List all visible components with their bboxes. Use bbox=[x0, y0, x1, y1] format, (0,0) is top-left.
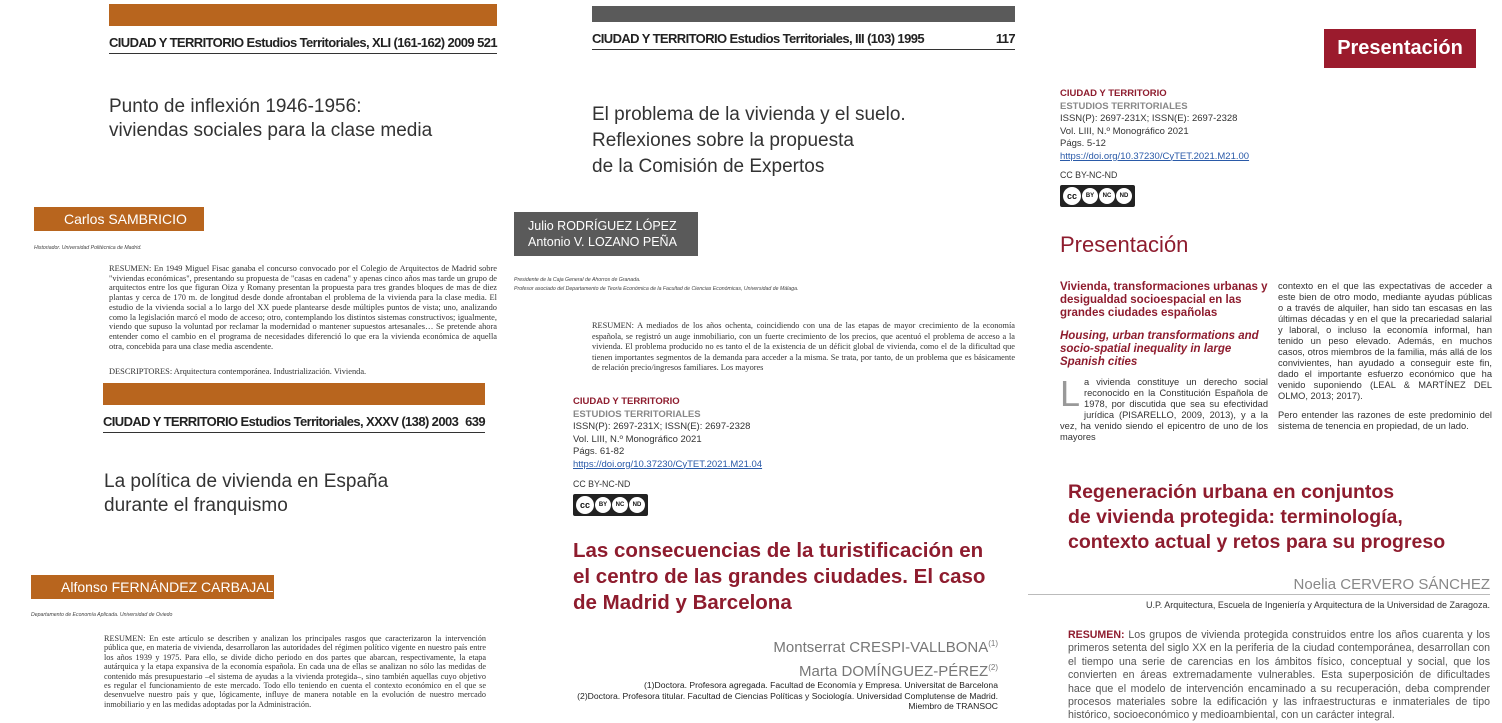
section-title: Presentación bbox=[1060, 232, 1189, 257]
footnote: (2)Doctora. Profesora titular. Facultad de Ciencias Políticas y Sociología. Universidad Complutense de Madrid. bbox=[577, 690, 998, 701]
body-left-column bbox=[1060, 373, 1268, 442]
article-title bbox=[573, 538, 1018, 616]
affiliation-line: Profesor asociado del Departamento de Teoría Económica de la Facultad de Ciencias Económicas, Universidad de Málaga. bbox=[514, 286, 799, 292]
header-rule bbox=[109, 53, 497, 54]
page-number: 639 bbox=[465, 414, 485, 429]
cc-license-badge bbox=[573, 494, 648, 516]
body-text: Pero entender las razones de este predominio del sistema de tenencia en propiedad, de un lado. bbox=[1278, 410, 1492, 431]
author-box bbox=[34, 207, 204, 231]
affiliation: U.P. Arquitectura, Escuela de Ingeniería y Arquitectura de la Universidad de Zaragoza. bbox=[1145, 600, 1490, 610]
journal-meta bbox=[1060, 88, 1249, 163]
author-name: Julio RODRÍGUEZ LÓPEZ bbox=[528, 219, 677, 233]
issn: ISSN(P): 2697-231X; ISSN(E): 2697-2328 bbox=[1060, 113, 1238, 124]
abstract bbox=[1068, 629, 1490, 723]
title-line: Punto de inflexión 1946-1956: bbox=[109, 96, 362, 117]
volume: Vol. LIII, N.º Monográfico 2021 bbox=[573, 433, 702, 445]
journal-subtitle: ESTUDIOS TERRITORIALES bbox=[573, 408, 701, 420]
descriptors: DESCRIPTORES: Arquitectura contemporánea. Industrialización. Vivienda. bbox=[109, 367, 367, 376]
header-bar bbox=[103, 383, 485, 405]
abstract-text: Los grupos de vivienda protegida construidos entre los años cuarenta y los primeros setenta del siglo XX en la periferia de la ciudad contemporánea, desarrollan con el tiempo una serie de carencias en los ámbitos físico, conceptual y social, que los convierten en áreas extremadamente vulnerables. Esta superposición de dificultades hace que el modelo de intervención encaminado a su recuperación, deba comprender procesos materiales sobre la edificación y las infraestructuras e inmateriales de tipo histórico, socioeconómico y medioambiental, con un carácter integral. bbox=[1068, 629, 1490, 722]
license-label: CC BY-NC-ND bbox=[1060, 170, 1118, 180]
abstract-label: RESUMEN: bbox=[1068, 629, 1125, 641]
author-2: Marta DOMÍNGUEZ-PÉREZ$^{(2)}$ bbox=[799, 663, 998, 680]
affiliation bbox=[514, 276, 798, 294]
pages: Págs. 61-82 bbox=[573, 446, 625, 457]
abstract: RESUMEN: En 1949 Miguel Fisac ganaba el concurso convocado por el Colegio de Arquitectos de Madrid sobre "viviendas económicas", presentando su propuesta de "casas en cadena" y apenas cinco años mas tarde un grupo de arquitectos entre los que figuran Oiza y Romany presentan la propuesta para tres grandes bloques de mas de diez plantas y cerca de 170 m. de longitud desde donde afrontaban el problema de la vivienda para la clase media. El estudio de la vivienda social a lo largo del XX puede plantearse desde múltiples puntos de vista; uno, analizando como la legislación marcó el modo de acceso; otro, contemplando los distintos sistemas constructivos; igualmente, viendo que supuso la voluntad por reclamar la modernidad o mantener supuestos artesanales… Se pretende ahora entender como el cambio en el programa de necesidades diferenció lo que era la vivienda económica de aquella otra, concebida para una clase media ascendente. bbox=[109, 264, 497, 351]
by-icon: BY bbox=[1082, 188, 1098, 204]
authors bbox=[773, 634, 998, 682]
article-title bbox=[104, 470, 504, 518]
nd-icon: ND bbox=[629, 497, 645, 513]
by-icon: BY bbox=[595, 497, 611, 513]
title-line: La política de vivienda en España bbox=[104, 471, 389, 492]
cc-license-badge bbox=[1060, 185, 1135, 207]
header-bar bbox=[109, 4, 497, 26]
header-rule bbox=[103, 432, 485, 433]
abstract: RESUMEN: En este artículo se describen y analizan los principales rasgos que caracterizaron la intervención pública que, en materia de vivienda, desarrollaron las autoridades del régimen político vigente en nuestro país entre los años 1939 y 1975. Para ello, se divide dicho periodo en dos partes que abarcan, respectivamente, la etapa autárquica y la etapa expansiva de la economía española. En cada una de ellas se analizan no sólo las medidas de contenido más presupuestario –el sistema de ayudas a la vivienda protegida–, sino también aquellas cuyo objetivo es regular el funcionamiento de este mercado. Todo ello teniendo en cuenta el contexto económico en el que se desenvuelve nuestro país y que, lógicamente, influye de manera notable en la evolución de nuestro mercado inmobiliario y en las medidas adoptadas por la Administración. bbox=[104, 634, 486, 709]
body-text: contexto en el que las expectativas de acceder a este bien de otro modo, mediante ayudas públicas o a través de alquiler, han sido tan escasas en las últimas décadas y en el que la precariedad salarial y laboral, o incluso la economía informal, han tenido un peso elevado. Además, en muchos casos, otros miembros de la familia, más allá de los convivientes, han ayudado a conseguir este fin, dado el importante esfuerzo económico que ha venido suponiendo (LEAL & MARTÍNEZ DEL OLMO, 2013; 2017). bbox=[1278, 281, 1492, 401]
journal-subtitle: ESTUDIOS TERRITORIALES bbox=[1060, 100, 1188, 112]
header-text: CIUDAD Y TERRITORIO Estudios Territoriales, III (103) 1995 bbox=[592, 31, 924, 46]
author-name: Noelia CERVERO SÁNCHEZ bbox=[1293, 576, 1490, 593]
title-line: de la Comisión de Expertos bbox=[592, 156, 825, 177]
license-label: CC BY-NC-ND bbox=[573, 479, 631, 489]
title-line: de Madrid y Barcelona bbox=[573, 591, 792, 614]
title-line: Regeneración urbana en conjuntos bbox=[1068, 481, 1395, 503]
title-line: El problema de la vivienda y el suelo. bbox=[592, 104, 906, 125]
affiliation: Historiador. Universidad Politécnica de Madrid. bbox=[34, 245, 142, 251]
header-text: CIUDAD Y TERRITORIO Estudios Territoriales, XXXV (138) 2003 bbox=[103, 414, 459, 429]
journal-meta bbox=[573, 396, 762, 471]
pages: Págs. 5-12 bbox=[1060, 138, 1106, 149]
subtitle-en: Housing, urban transformations and socio-spatial inequality in large Spanish cities bbox=[1060, 330, 1259, 368]
volume: Vol. LIII, N.º Monográfico 2021 bbox=[1060, 125, 1189, 137]
nc-icon: NC bbox=[1099, 188, 1115, 204]
title-line: de vivienda protegida: terminología, bbox=[1068, 506, 1403, 528]
body-text: a vivienda constituye un derecho social reconocido en la Constitución Española de 1978, por discutida que sea su efectividad jurídica (PISARELLO, 2009, 2013), y a la vez, ha venido siendo el epicentro de uno de los mayores bbox=[1060, 377, 1268, 442]
footnote: (1)Doctora. Profesora agregada. Facultad de Economía y Empresa. Universitat de Barcelona bbox=[644, 680, 998, 690]
header-rule bbox=[592, 49, 1015, 50]
running-header bbox=[103, 414, 485, 429]
page-number: 521 bbox=[477, 35, 497, 50]
header-bar bbox=[592, 6, 1015, 22]
nd-icon: ND bbox=[1116, 188, 1132, 204]
dropcap: L bbox=[1060, 373, 1081, 414]
author-box bbox=[31, 575, 274, 599]
affiliation-line: Presidente de la Caja General de Ahorros de Granada. bbox=[514, 277, 641, 283]
footnotes bbox=[577, 680, 998, 712]
issn: ISSN(P): 2697-231X; ISSN(E): 2697-2328 bbox=[573, 421, 751, 432]
author-box bbox=[514, 212, 698, 256]
author-rule bbox=[1028, 594, 1490, 595]
cc-icon: cc bbox=[1063, 187, 1081, 205]
affiliation: Departamento de Economía Aplicada. Universidad de Oviedo bbox=[31, 612, 173, 618]
doc-column-left bbox=[0, 0, 510, 717]
article-title bbox=[109, 95, 509, 143]
abstract: RESUMEN: A mediados de los años ochenta, coincidiendo con una de las etapas de mayor crecimiento de la economía española, se registró un auge inmobiliario, con un fuerte crecimiento de los precios, que acentuó el problema de acceso a la vivienda. El problema producido no es tanto el de la existencia de un déficit global de vivienda, como el de la dificultad que tienen importantes segmentos de la demanda para acceder a la misma. Se trata, por tanto, de un problema que es básicamente de relación precio/ingresos familiares. Los mayores bbox=[592, 321, 1015, 373]
cc-icon: cc bbox=[576, 496, 594, 514]
running-header bbox=[109, 35, 497, 50]
article-title bbox=[1068, 480, 1498, 555]
title-line: el centro de las grandes ciudades. El caso bbox=[573, 565, 986, 588]
article-title bbox=[592, 102, 1012, 180]
author-1: Montserrat CRESPI-VALLBONA$^{(1)}$ bbox=[773, 639, 998, 656]
doi-link[interactable]: https://doi.org/10.37230/CyTET.2021.M21.00 bbox=[1060, 150, 1250, 162]
title-line: durante el franquismo bbox=[104, 495, 288, 516]
title-line: Reflexiones sobre la propuesta bbox=[592, 130, 854, 151]
doi-link[interactable]: https://doi.org/10.37230/CyTET.2021.M21.04 bbox=[573, 458, 763, 470]
footnote: Miembro de TRANSOC bbox=[908, 701, 998, 711]
title-line: Las consecuencias de la turistificación en bbox=[573, 539, 984, 562]
journal-name: CIUDAD Y TERRITORIO bbox=[1060, 88, 1167, 99]
nc-icon: NC bbox=[612, 497, 628, 513]
author-name: Alfonso FERNÁNDEZ CARBAJAL bbox=[61, 579, 274, 595]
author-name: Antonio V. LOZANO PEÑA bbox=[528, 235, 677, 249]
title-line: viviendas sociales para la clase media bbox=[109, 120, 433, 141]
journal-name: CIUDAD Y TERRITORIO bbox=[573, 396, 680, 407]
header-text: CIUDAD Y TERRITORIO Estudios Territoriales, XLI (161-162) 2009 bbox=[109, 35, 474, 50]
title-line: contexto actual y retos para su progreso bbox=[1068, 531, 1446, 553]
author-name: Carlos SAMBRICIO bbox=[64, 211, 187, 227]
section-badge: Presentación bbox=[1324, 29, 1476, 68]
doc-column-right bbox=[1028, 0, 1502, 722]
page-number: 117 bbox=[995, 31, 1015, 46]
doc-column-middle bbox=[512, 0, 1022, 717]
running-header bbox=[592, 31, 1015, 46]
body-right-column bbox=[1278, 281, 1492, 431]
subtitle-es: Vivienda, transformaciones urbanas y desigualdad socioespacial en las grandes ciudades españolas bbox=[1060, 281, 1268, 319]
